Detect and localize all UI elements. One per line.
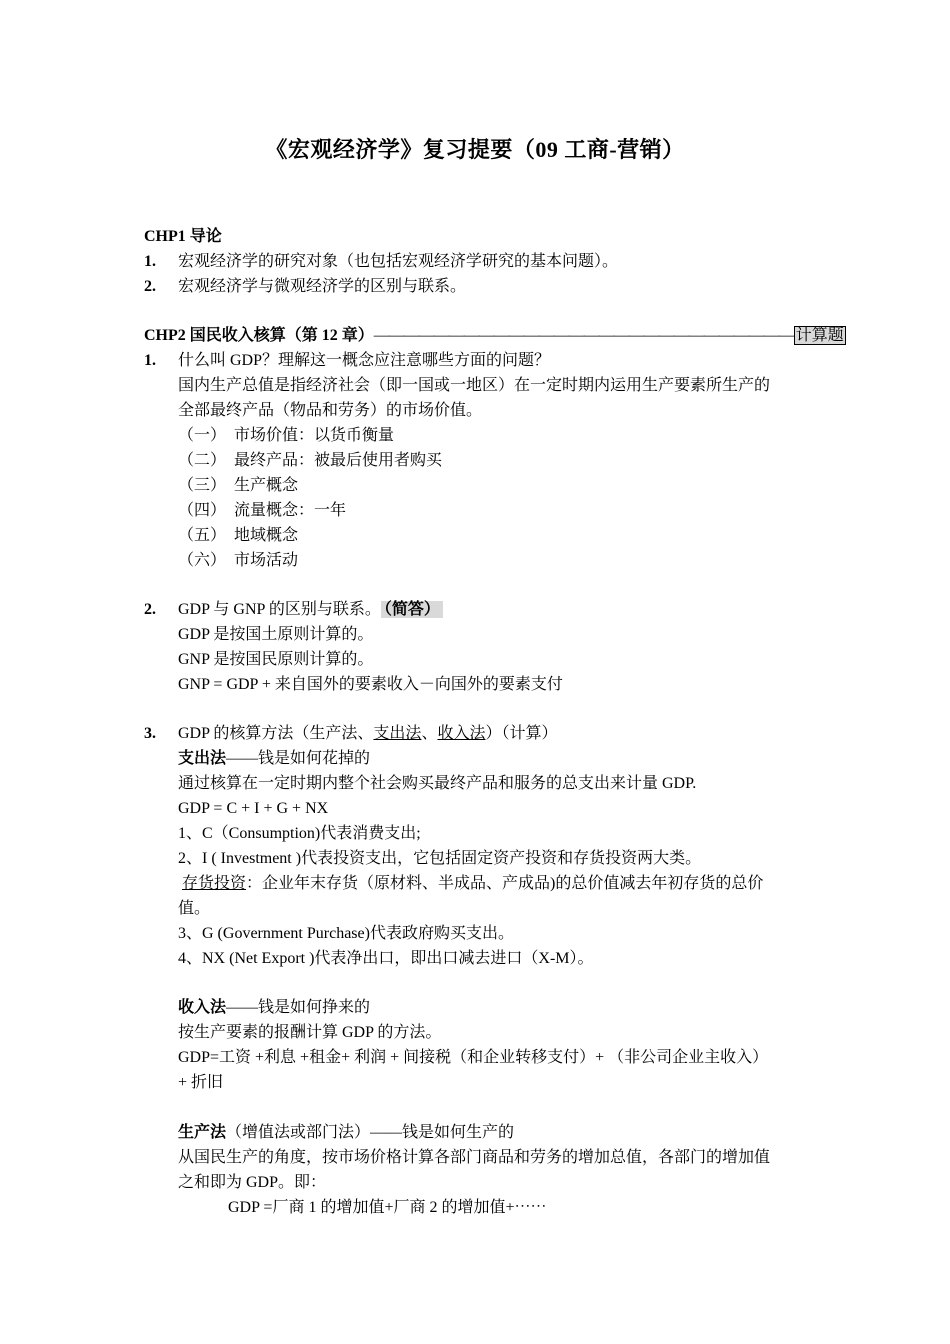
q3-question-mid: 、 bbox=[421, 725, 438, 742]
income-subtitle: ——钱是如何挣来的 bbox=[226, 999, 371, 1016]
q3-number: 3. bbox=[144, 725, 156, 742]
chp2-heading: CHP2 国民收入核算（第 12 章） bbox=[144, 327, 374, 344]
production-description-line-1: 从国民生产的角度，按市场价格计算各部门商品和劳务的增加总值，各部门的增加值 bbox=[178, 1149, 771, 1166]
q3-question-pre: GDP 的核算方法（生产法、 bbox=[178, 725, 374, 742]
q1-point-2-mark: （二） bbox=[178, 452, 227, 469]
expenditure-heading bbox=[178, 748, 370, 770]
income-description: 按生产要素的报酬计算 GDP 的方法。 bbox=[178, 1024, 442, 1041]
q2-number: 2. bbox=[144, 601, 156, 618]
q3-question-expenditure: 支出法 bbox=[373, 725, 422, 742]
expenditure-subtitle: ——钱是如何花掉的 bbox=[226, 750, 371, 767]
chp1-heading: CHP1 导论 bbox=[144, 228, 222, 245]
production-subtitle: （增值法或部门法）——钱是如何生产的 bbox=[226, 1124, 515, 1141]
chp2-heading-line bbox=[144, 325, 846, 347]
income-formula-line-1: GDP=工资 +利息 +租金+ 利润 + 间接税（和企业转移支付）+ （非公司企业主收入） bbox=[178, 1049, 769, 1066]
q1-point-4-mark: （四） bbox=[178, 502, 227, 519]
production-heading bbox=[178, 1122, 514, 1144]
expenditure-consumption: 1、C（Consumption)代表消费支出; bbox=[178, 825, 421, 842]
chp2-calc-tag: 计算题 bbox=[795, 327, 844, 344]
q1-point-5 bbox=[178, 525, 298, 547]
q2-line-2: GNP 是按国民原则计算的。 bbox=[178, 651, 374, 668]
production-description-line-2: 之和即为 GDP。即： bbox=[178, 1174, 327, 1191]
q1-point-4-text: 流量概念：一年 bbox=[234, 502, 347, 519]
q2-line-1: GDP 是按国土原则计算的。 bbox=[178, 626, 374, 643]
q1-point-5-text: 地域概念 bbox=[234, 527, 299, 544]
q1-point-6-mark: （六） bbox=[178, 552, 227, 569]
production-formula: GDP =厂商 1 的增加值+厂商 2 的增加值+⋯⋯ bbox=[228, 1199, 547, 1216]
q1-point-2 bbox=[178, 450, 442, 472]
q1-definition-line-2: 全部最终产品（物品和劳务）的市场价值。 bbox=[178, 402, 483, 419]
income-title: 收入法 bbox=[178, 999, 227, 1016]
expenditure-title: 支出法 bbox=[178, 750, 227, 767]
expenditure-investment: 2、I ( Investment )代表投资支出，它包括固定资产投资和存货投资两大类。 bbox=[178, 850, 702, 867]
production-title: 生产法 bbox=[178, 1124, 227, 1141]
q3-question-post: ）（计算） bbox=[485, 725, 558, 742]
q3-question-income: 收入法 bbox=[437, 725, 486, 742]
expenditure-government: 3、G (Government Purchase)代表政府购买支出。 bbox=[178, 925, 514, 942]
chp1-item-2-text: 宏观经济学与微观经济学的区别与联系。 bbox=[178, 278, 467, 295]
chp1-item-1-text: 宏观经济学的研究对象（也包括宏观经济学研究的基本问题）。 bbox=[178, 253, 619, 270]
expenditure-formula: GDP = C + I + G + NX bbox=[178, 800, 329, 817]
q1-point-2-text: 最终产品：被最后使用者购买 bbox=[234, 452, 443, 469]
q1-definition-line-1: 国内生产总值是指经济社会（即一国或一地区）在一定时期内运用生产要素所生产的 bbox=[178, 377, 771, 394]
q3-question bbox=[178, 723, 557, 745]
q1-point-3 bbox=[178, 475, 298, 497]
income-formula-line-2: + 折旧 bbox=[178, 1074, 224, 1091]
income-heading bbox=[178, 997, 370, 1019]
q1-point-1-text: 市场价值：以货币衡量 bbox=[234, 427, 395, 444]
expenditure-description: 通过核算在一定时期内整个社会购买最终产品和服务的总支出来计量 GDP. bbox=[178, 775, 697, 792]
q1-number: 1. bbox=[144, 352, 156, 369]
inventory-investment-def-cont: 值。 bbox=[178, 900, 211, 917]
q2-line-3: GNP = GDP + 来自国外的要素收入－向国外的要素支付 bbox=[178, 676, 563, 693]
q2-short-answer-tag: （简答） bbox=[381, 601, 443, 618]
inventory-investment-line bbox=[182, 873, 763, 895]
q1-point-3-mark: （三） bbox=[178, 477, 227, 494]
expenditure-net-export: 4、NX (Net Export )代表净出口，即出口减去进口（X-M）。 bbox=[178, 950, 594, 967]
chp1-item-1-number: 1. bbox=[144, 253, 156, 270]
q1-point-1-mark: （一） bbox=[178, 427, 227, 444]
chp2-heading-dashes: ———————————————————————————— bbox=[373, 327, 794, 344]
q1-question: 什么叫 GDP？理解这一概念应注意哪些方面的问题？ bbox=[178, 352, 551, 369]
inventory-investment-term: 存货投资 bbox=[182, 875, 247, 892]
q1-point-1 bbox=[178, 425, 394, 447]
q1-point-6-text: 市场活动 bbox=[234, 552, 299, 569]
inventory-investment-def: ：企业年末存货（原材料、半成品、产成品)的总价值减去年初存货的总价 bbox=[246, 875, 764, 892]
q1-point-5-mark: （五） bbox=[178, 527, 227, 544]
q1-point-4 bbox=[178, 500, 346, 522]
q1-point-6 bbox=[178, 550, 298, 572]
document-title: 《宏观经济学》复习提要（09 工商-营销） bbox=[265, 137, 685, 162]
q2-question-line bbox=[178, 599, 443, 621]
q1-point-3-text: 生产概念 bbox=[234, 477, 299, 494]
q2-question: GDP 与 GNP 的区别与联系。 bbox=[178, 601, 381, 618]
chp1-item-2-number: 2. bbox=[144, 278, 156, 295]
